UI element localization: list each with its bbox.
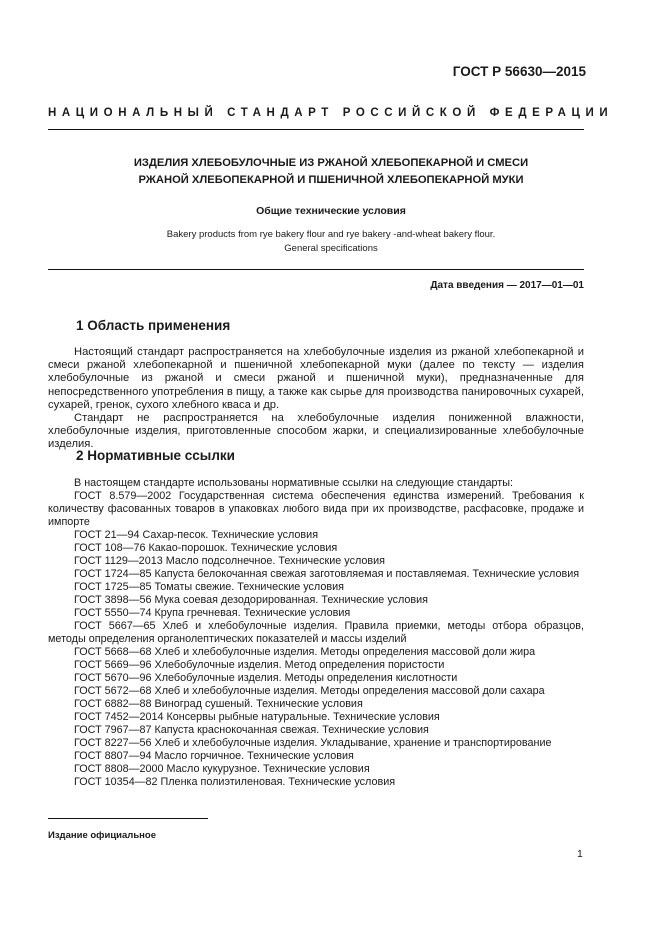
reference-item: ГОСТ 5550—74 Крупа гречневая. Технические условия: [74, 607, 351, 619]
reference-item: ГОСТ 1725—85 Томаты свежие. Технические условия: [74, 581, 344, 593]
english-title-line-2: General specifications: [284, 243, 378, 254]
document-subtitle: Общие технические условия: [256, 205, 406, 217]
reference-item: ГОСТ 8807—94 Масло горчичное. Технические условия: [74, 750, 354, 762]
reference-item: ГОСТ 1129—2013 Масло подсолнечное. Технические условия: [74, 555, 386, 567]
reference-item: ГОСТ 5672—68 Хлеб и хлебобулочные изделия. Методы определения массовой доли сахара: [74, 685, 545, 697]
header-divider-top: [48, 129, 584, 130]
document-title: [60, 155, 602, 189]
introduction-date: Дата введения — 2017—01—01: [430, 280, 584, 291]
document-number: ГОСТ Р 56630—2015: [452, 64, 586, 79]
page-number: 1: [577, 848, 583, 860]
reference-item: ГОСТ 108—76 Какао-порошок. Технические условия: [74, 542, 338, 554]
header-divider-bottom: [48, 269, 584, 270]
section-1-heading: 1 Область применения: [76, 318, 231, 333]
reference-item: ГОСТ 3898—56 Мука соевая дезодорированная. Технические условия: [74, 594, 429, 606]
english-title-line-1: Bakery products from rye bakery flour and rye bakery -and-wheat bakery flour.: [166, 229, 496, 240]
reference-item: ГОСТ 1724—85 Капуста белокочанная свежая заготовляемая и поставляемая. Технические условия: [74, 568, 580, 580]
reference-item: ГОСТ 6882—88 Виноград сушеный. Технические условия: [74, 698, 363, 710]
title-line-2: РЖАНОЙ ХЛЕБОПЕКАРНОЙ И ПШЕНИЧНОЙ ХЛЕБОПЕКАРНОЙ МУКИ: [138, 174, 524, 186]
section-1-paragraph-1: Настоящий стандарт распространяется на хлебобулочные изделия из ржаной хлебопекарной и смеси ржаной хлебопекарной и пшеничной хлебопекарной муки (далее по тексту — изделия хлебобулочные из ржаной и смеси ржаной и пшеничной муки), предназначенные для непосредственного употребления в пищу, а также как сырье для производства панировочных сухарей, сухарей, гренок, сухого хлебного кваса и др.: [48, 346, 584, 411]
reference-item: ГОСТ 7967—87 Капуста краснокочанная свежая. Технические условия: [74, 724, 429, 736]
normative-references-list: [48, 477, 584, 789]
reference-item: ГОСТ 21—94 Сахар-песок. Технические условия: [74, 529, 319, 541]
section-2-heading: 2 Нормативные ссылки: [76, 448, 235, 463]
reference-item: ГОСТ 8.579—2002 Государственная система обеспечения единства измерений. Требования к количеству фасованных товаров в упаковках любого вида при их производстве, расфасовке, продаже и импорте: [48, 490, 584, 528]
reference-item: ГОСТ 10354—82 Пленка полиэтиленовая. Технические условия: [74, 776, 396, 788]
section-1-paragraph-2: Стандарт не распространяется на хлебобулочные изделия пониженной влажности, хлебобулочные изделия, приготовленные способом жарки, и специализированные хлебобулочные изделия.: [48, 412, 584, 451]
reference-item: ГОСТ 7452—2014 Консервы рыбные натуральные. Технические условия: [74, 711, 440, 723]
english-title: [60, 228, 602, 256]
references-intro: В настоящем стандарте использованы нормативные ссылки на следующие стандарты:: [74, 477, 513, 489]
reference-item: ГОСТ 8227—56 Хлеб и хлебобулочные изделия. Укладывание, хранение и транспортирование: [74, 737, 552, 749]
reference-item: ГОСТ 5668—68 Хлеб и хлебобулочные изделия. Методы определения массовой доли жира: [74, 646, 536, 658]
national-standard-banner: НАЦИОНАЛЬНЫЙ СТАНДАРТ РОССИЙСКОЙ ФЕДЕРАЦИИ: [48, 107, 614, 119]
footer-divider: [48, 818, 208, 819]
section-1-body: [48, 346, 584, 452]
official-edition-note: Издание официальное: [48, 830, 156, 841]
title-line-1: ИЗДЕЛИЯ ХЛЕБОБУЛОЧНЫЕ ИЗ РЖАНОЙ ХЛЕБОПЕКАРНОЙ И СМЕСИ: [133, 157, 529, 169]
reference-item: ГОСТ 5670—96 Хлебобулочные изделия. Методы определения кислотности: [74, 672, 458, 684]
reference-item: ГОСТ 8808—2000 Масло кукурузное. Технические условия: [74, 763, 370, 775]
reference-item: ГОСТ 5667—65 Хлеб и хлебобулочные изделия. Правила приемки, методы отбора образцов, методы определения органолептических показателей и массы изделий: [48, 620, 584, 645]
reference-item: ГОСТ 5669—96 Хлебобулочные изделия. Метод определения пористости: [74, 659, 445, 671]
